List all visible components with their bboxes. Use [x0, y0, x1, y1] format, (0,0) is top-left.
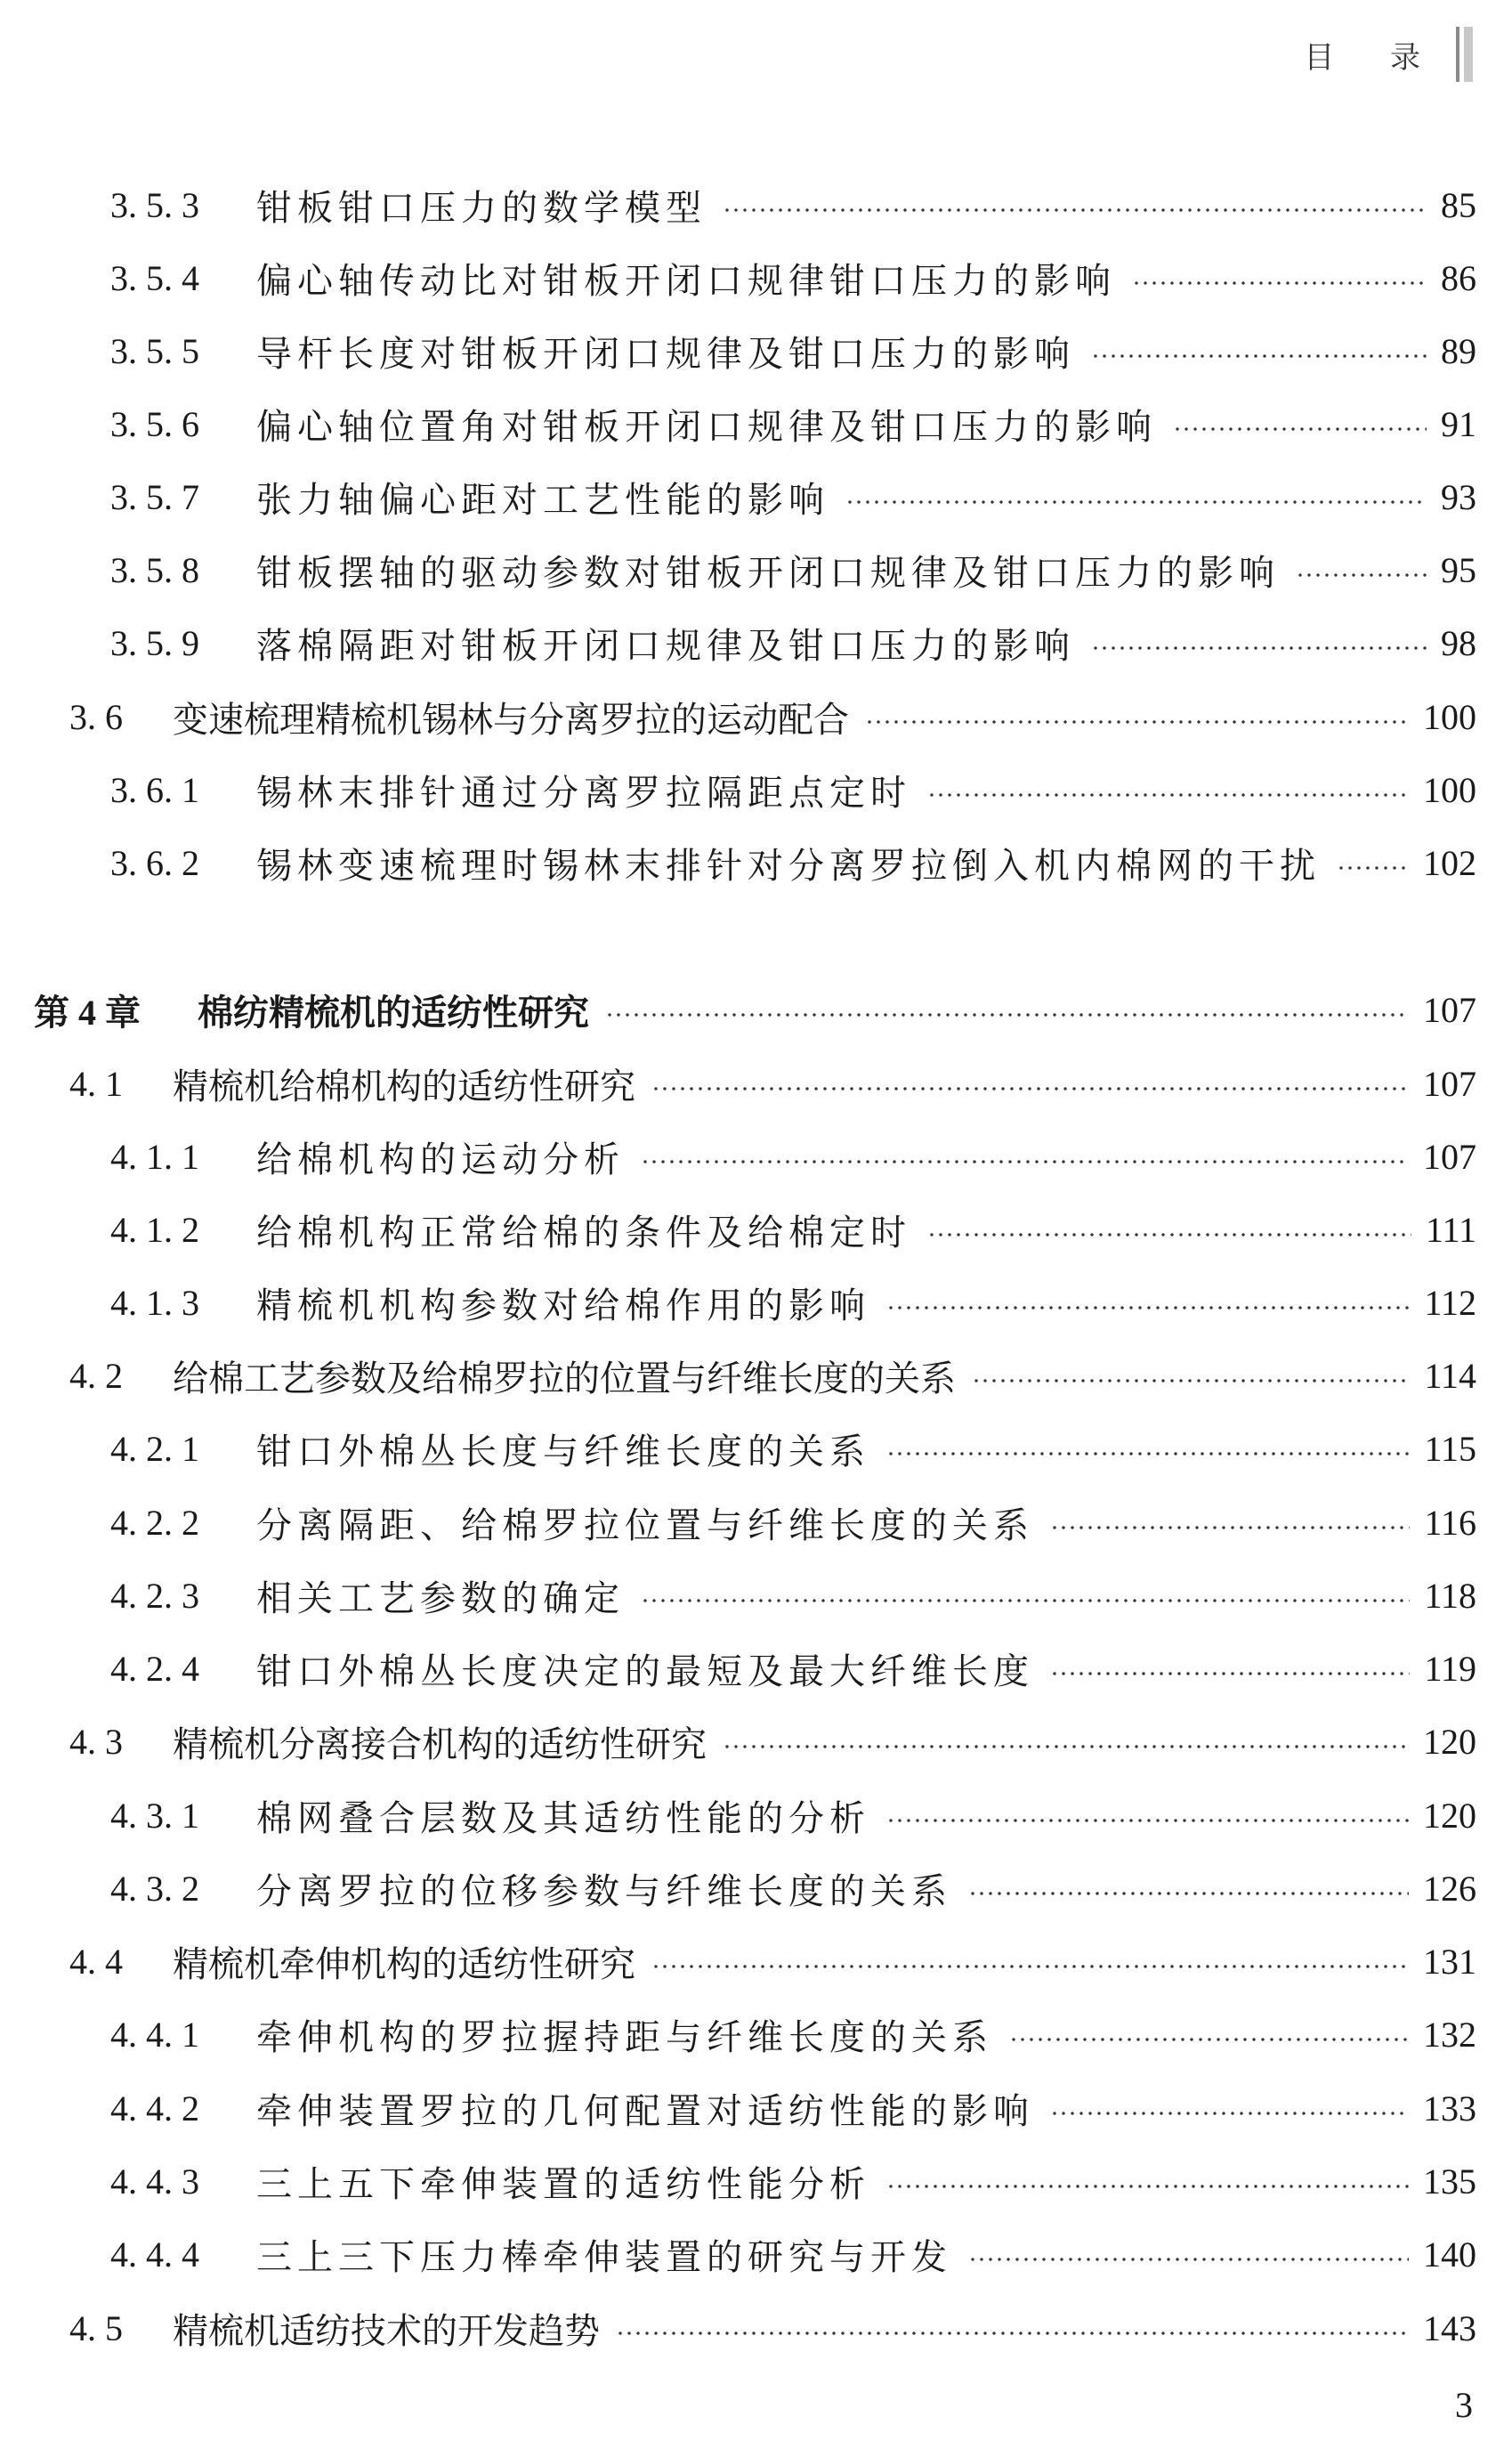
toc-subsection-entry[interactable]: [0, 1569, 1512, 1622]
toc-entry-page: 140: [1423, 2234, 1476, 2275]
toc-entry-title: 三上三下压力棒牵伸装置的研究与开发: [256, 2236, 952, 2278]
toc-leader-dots: [1050, 2112, 1409, 2115]
toc-entry-page: 120: [1423, 1721, 1476, 1762]
toc-entry-number: 3. 5. 7: [110, 476, 199, 517]
toc-leader-dots: [1009, 2038, 1409, 2041]
toc-leader-dots: [886, 1819, 1409, 1822]
toc-entry-number: 4. 2. 1: [110, 1428, 199, 1469]
toc-entry-page: 100: [1423, 696, 1476, 737]
toc-entry-page: 86: [1441, 257, 1476, 298]
toc-subsection-entry[interactable]: [0, 616, 1512, 669]
toc-entry-number: 第 4 章: [34, 992, 141, 1033]
toc-leader-dots: [886, 1452, 1410, 1456]
toc-subsection-entry[interactable]: [0, 2227, 1512, 2281]
toc-leader-dots: [651, 1965, 1409, 1968]
toc-entry-number: 3. 5. 9: [110, 622, 199, 663]
toc-section-entry[interactable]: [0, 690, 1512, 743]
toc-entry-title: 牵伸机构的罗拉握持距与纤维长度的关系: [256, 2016, 993, 2058]
toc-entry-title: 精梳机机构参数对给棉作用的影响: [256, 1285, 870, 1326]
toc-leader-dots: [968, 2258, 1409, 2261]
toc-subsection-entry[interactable]: [0, 1422, 1512, 1475]
toc-entry-page: 126: [1423, 1868, 1476, 1909]
toc-leader-dots: [865, 720, 1409, 724]
toc-subsection-entry[interactable]: [0, 2154, 1512, 2208]
toc-entry-number: 4. 4. 3: [110, 2161, 199, 2202]
toc-entry-page: 89: [1441, 330, 1476, 371]
toc-entry-number: 4. 4: [69, 1941, 123, 1982]
toc-leader-dots: [1050, 1526, 1410, 1529]
toc-entry-page: 135: [1423, 2161, 1476, 2202]
toc-entry-page: 107: [1423, 1136, 1476, 1177]
toc-entry-page: 115: [1424, 1428, 1476, 1469]
toc-entry-page: 131: [1423, 1941, 1476, 1982]
toc-subsection-entry[interactable]: [0, 1496, 1512, 1549]
toc-entry-title: 精梳机适纺技术的开发趋势: [173, 2310, 600, 2352]
toc-subsection-entry[interactable]: [0, 1788, 1512, 1842]
toc-entry-number: 4. 1. 1: [110, 1136, 199, 1177]
toc-entry-number: 4. 3: [69, 1721, 123, 1762]
toc-entry-title: 锡林变速梳理时锡林末排针对分离罗拉倒入机内棉网的干扰: [256, 845, 1321, 887]
toc-entry-title: 精梳机牵伸机构的适纺性研究: [173, 1943, 635, 1985]
toc-entry-page: 95: [1441, 549, 1476, 590]
toc-entry-title: 落棉隔距对钳板开闭口规律及钳口压力的影响: [256, 625, 1075, 667]
toc-entry-number: 3. 5. 3: [110, 184, 199, 225]
toc-section-entry[interactable]: [0, 1934, 1512, 1988]
toc-subsection-entry[interactable]: [0, 1276, 1512, 1329]
toc-subsection-entry[interactable]: [0, 2081, 1512, 2135]
toc-entry-title: 给棉机构的运动分析: [256, 1139, 625, 1180]
toc-subsection-entry[interactable]: [0, 1203, 1512, 1256]
toc-entry-page: 118: [1424, 1575, 1476, 1616]
toc-entry-number: 4. 3. 2: [110, 1868, 199, 1909]
toc-entry-title: 张力轴偏心距对工艺性能的影响: [256, 479, 829, 521]
toc-entry-page: 98: [1441, 622, 1476, 663]
toc-entry-page: 107: [1423, 1063, 1476, 1104]
toc-leader-dots: [1091, 354, 1427, 358]
toc-entry-title: 给棉机构正常给棉的条件及给棉定时: [256, 1212, 911, 1253]
toc-entry-title: 相关工艺参数的确定: [256, 1577, 625, 1619]
toc-entry-number: 4. 1: [69, 1063, 123, 1104]
toc-subsection-entry[interactable]: [0, 763, 1512, 816]
header-title: 目 录: [1304, 39, 1443, 76]
toc-leader-dots: [1296, 573, 1427, 577]
toc-entry-page: 91: [1441, 403, 1476, 444]
toc-leader-dots: [723, 1745, 1409, 1748]
toc-leader-dots: [1050, 1672, 1410, 1675]
toc-entry-page: 132: [1423, 2014, 1476, 2055]
toc-leader-dots: [1091, 646, 1427, 650]
page-number: 3: [1455, 2385, 1473, 2425]
toc-entry-number: 3. 5. 6: [110, 403, 199, 444]
toc-leader-dots: [723, 208, 1427, 212]
toc-entry-title: 钳口外棉丛长度与纤维长度的关系: [256, 1431, 870, 1472]
toc-entry-title: 分离罗拉的位移参数与纤维长度的关系: [256, 1870, 952, 1912]
toc-entry-number: 3. 5. 8: [110, 549, 199, 590]
toc-leader-dots: [927, 793, 1409, 797]
toc-entry-title: 三上五下牵伸装置的适纺性能分析: [256, 2163, 870, 2205]
toc-leader-dots: [1173, 427, 1427, 431]
toc-entry-number: 4. 4. 2: [110, 2088, 199, 2129]
toc-section-entry[interactable]: [0, 1715, 1512, 1768]
toc-entry-title: 棉纺精梳机的适纺性研究: [198, 991, 589, 1034]
toc-leader-dots: [1132, 281, 1427, 285]
toc-subsection-entry[interactable]: [0, 1130, 1512, 1183]
toc-chapter-entry[interactable]: [0, 983, 1512, 1036]
toc-entry-number: 3. 6: [69, 696, 123, 737]
toc-subsection-entry[interactable]: [0, 397, 1512, 450]
toc-entry-title: 精梳机分离接合机构的适纺性研究: [173, 1723, 707, 1765]
toc-entry-page: 111: [1425, 1209, 1476, 1250]
toc-entry-number: 4. 4. 1: [110, 2014, 199, 2055]
toc-subsection-entry[interactable]: [0, 178, 1512, 231]
toc-entry-title: 偏心轴位置角对钳板开闭口规律及钳口压力的影响: [256, 406, 1157, 448]
toc-entry-title: 锡林末排针通过分离罗拉隔距点定时: [256, 772, 911, 814]
toc-subsection-entry[interactable]: [0, 1642, 1512, 1695]
toc-leader-dots: [845, 500, 1427, 504]
toc-subsection-entry[interactable]: [0, 543, 1512, 596]
toc-leader-dots: [641, 1599, 1410, 1602]
toc-entry-title: 分离隔距、给棉罗拉位置与纤维长度的关系: [256, 1504, 1034, 1546]
toc-entry-page: 102: [1423, 842, 1476, 883]
toc-section-entry[interactable]: [0, 1349, 1512, 1402]
toc-entry-number: 4. 4. 4: [110, 2234, 199, 2275]
toc-entry-page: 120: [1423, 1795, 1476, 1836]
toc-entry-number: 3. 6. 1: [110, 769, 199, 810]
toc-entry-title: 给棉工艺参数及给棉罗拉的位置与纤维长度的关系: [173, 1358, 956, 1399]
toc-section-entry[interactable]: [0, 2301, 1512, 2355]
toc-entry-number: 4. 2. 3: [110, 1575, 199, 1616]
toc-entry-page: 133: [1423, 2088, 1476, 2129]
toc-leader-dots: [886, 1306, 1410, 1310]
toc-entry-page: 100: [1423, 769, 1476, 810]
toc-entry-title: 偏心轴传动比对钳板开闭口规律钳口压力的影响: [256, 260, 1116, 302]
toc-entry-number: 3. 5. 4: [110, 257, 199, 298]
toc-leader-dots: [972, 1379, 1410, 1383]
toc-entry-page: 85: [1441, 184, 1476, 225]
toc-section-entry[interactable]: [0, 1057, 1512, 1110]
toc-leader-dots: [651, 1087, 1409, 1091]
toc-entry-number: 4. 1. 2: [110, 1209, 199, 1250]
toc-subsection-entry[interactable]: [0, 836, 1512, 889]
toc-entry-page: 114: [1424, 1355, 1476, 1396]
toc-leader-dots: [968, 1892, 1409, 1895]
toc-leader-dots: [616, 2331, 1409, 2335]
toc-entry-title: 棉网叠合层数及其适纺性能的分析: [256, 1797, 870, 1839]
toc-entry-number: 4. 5: [69, 2307, 123, 2348]
toc-entry-number: 4. 3. 1: [110, 1795, 199, 1836]
toc-subsection-entry[interactable]: [0, 470, 1512, 523]
toc-entry-page: 93: [1441, 476, 1476, 517]
toc-entry-number: 4. 2: [69, 1355, 123, 1396]
toc-subsection-entry[interactable]: [0, 251, 1512, 304]
toc-entry-page: 116: [1424, 1502, 1476, 1543]
toc-leader-dots: [605, 1013, 1409, 1017]
toc-subsection-entry[interactable]: [0, 2007, 1512, 2061]
toc-entry-title: 牵伸装置罗拉的几何配置对适纺性能的影响: [256, 2090, 1034, 2132]
toc-entry-page: 119: [1424, 1648, 1476, 1689]
toc-leader-dots: [927, 1233, 1411, 1237]
toc-entry-title: 钳板钳口压力的数学模型: [256, 187, 707, 229]
toc-leader-dots: [1337, 866, 1409, 870]
toc-entry-title: 变速梳理精梳机锡林与分离罗拉的运动配合: [173, 699, 849, 741]
toc-entry-page: 143: [1423, 2307, 1476, 2348]
toc-entry-title: 钳口外棉丛长度决定的最短及最大纤维长度: [256, 1650, 1034, 1692]
toc-entry-page: 107: [1423, 989, 1476, 1030]
toc-entry-number: 4. 2. 2: [110, 1502, 199, 1543]
toc-leader-dots: [886, 2185, 1409, 2188]
toc-subsection-entry[interactable]: [0, 324, 1512, 377]
toc-entry-number: 4. 2. 4: [110, 1648, 199, 1689]
toc-leader-dots: [641, 1160, 1409, 1164]
toc-entry-number: 3. 6. 2: [110, 842, 199, 883]
toc-subsection-entry[interactable]: [0, 1861, 1512, 1915]
toc-entry-number: 3. 5. 5: [110, 330, 199, 371]
toc-entry-title: 钳板摆轴的驱动参数对钳板开闭口规律及钳口压力的影响: [256, 552, 1280, 594]
toc-entry-page: 112: [1424, 1282, 1476, 1323]
toc-entry-number: 4. 1. 3: [110, 1282, 199, 1323]
toc-entry-title: 导杆长度对钳板开闭口规律及钳口压力的影响: [256, 333, 1075, 375]
toc-entry-title: 精梳机给棉机构的适纺性研究: [173, 1066, 635, 1107]
